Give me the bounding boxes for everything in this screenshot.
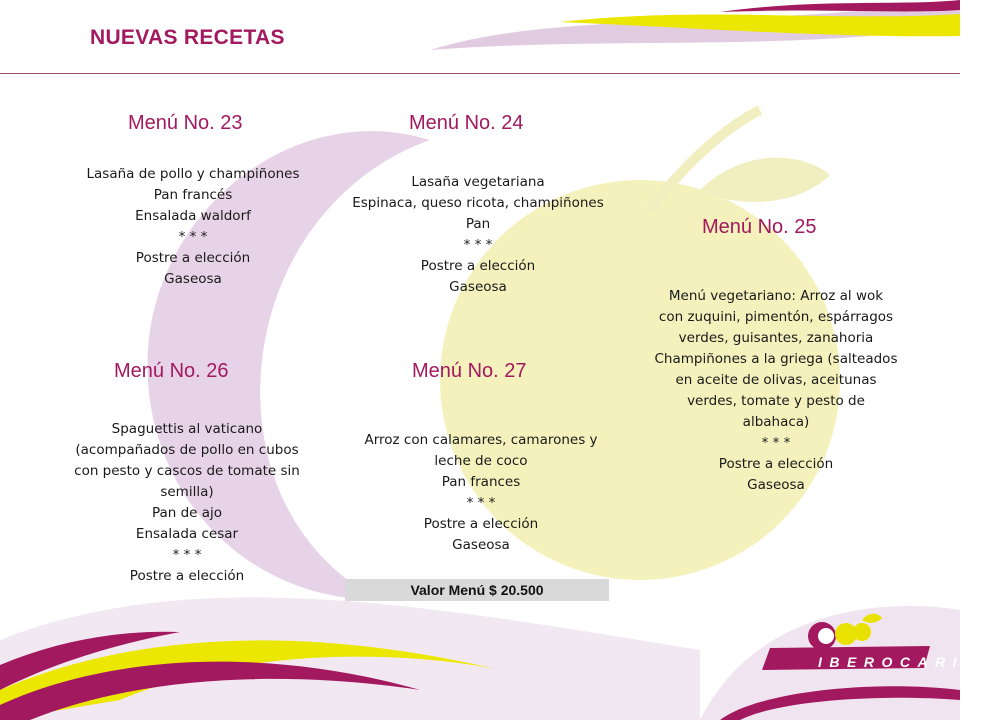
menu-item: Spaguettis al vaticano (111, 421, 263, 437)
menu-item: leche de coco (434, 453, 528, 469)
menu-item: (acompañados de pollo en cubos (75, 442, 299, 458)
menu-23-title: Menú No. 23 (128, 112, 243, 134)
menu-27-title: Menú No. 27 (412, 360, 527, 382)
menu-26-body (56, 419, 318, 587)
menu-item: verdes, guisantes, zanahoria (678, 330, 874, 346)
menu-item: Ensalada waldorf (135, 208, 251, 224)
menu-item: albahaca) (742, 414, 810, 430)
menu-item: Espinaca, queso ricota, champiñones (352, 195, 604, 211)
menu-separator: * * * (178, 229, 208, 245)
brand-logo-text: IBEROCARIBE (818, 654, 999, 670)
top-swoosh-magenta (720, 0, 960, 12)
menu-item: Postre a elección (718, 456, 834, 472)
menu-item: con pesto y cascos de tomate sin (74, 463, 300, 479)
menu-separator: * * * (172, 547, 202, 563)
menu-item: semilla) (160, 484, 214, 500)
menu-item: con zuquini, pimentón, espárragos (658, 309, 894, 325)
logo-purple-fruit-hole (818, 628, 834, 644)
menu-separator: * * * (466, 495, 496, 511)
menu-item: Postre a elección (135, 250, 251, 266)
menu-item: Postre a elección (420, 258, 536, 274)
menu-item: Pan francés (153, 187, 233, 203)
menu-item: Gaseosa (449, 279, 507, 295)
menu-26-title: Menú No. 26 (114, 360, 229, 382)
menu-item: Gaseosa (164, 271, 222, 287)
menu-separator: * * * (761, 435, 791, 451)
logo-yellow-fruit-2 (853, 623, 871, 641)
menu-separator: * * * (463, 237, 493, 253)
menu-price-bar: Valor Menú $ 20.500 (345, 579, 609, 601)
menu-item: Menú vegetariano: Arroz al wok (668, 288, 884, 304)
menu-25-title: Menú No. 25 (702, 216, 817, 238)
menu-item: Ensalada cesar (135, 526, 239, 542)
menu-24-title: Menú No. 24 (409, 112, 524, 134)
fruit-leaf (700, 158, 830, 202)
menu-25-body (640, 286, 912, 496)
menu-item: Pan de ajo (151, 505, 223, 521)
menu-24-body (340, 172, 616, 298)
title-divider (0, 73, 960, 74)
menu-item: Lasaña vegetariana (411, 174, 545, 190)
menu-item: Postre a elección (129, 568, 245, 584)
menu-item: Lasaña de pollo y champiñones (86, 166, 300, 182)
menu-item: Pan frances (441, 474, 521, 490)
menu-item: en aceite de olivas, aceitunas (675, 372, 877, 388)
menu-item: Arroz con calamares, camarones y (364, 432, 598, 448)
menu-item: Gaseosa (452, 537, 510, 553)
menu-item: verdes, tomate y pesto de (687, 393, 865, 409)
menu-23-body (62, 164, 324, 290)
menu-item: Champiñones a la griega (salteados (654, 351, 898, 367)
page-title: NUEVAS RECETAS (90, 26, 285, 49)
menu-item: Postre a elección (423, 516, 539, 532)
menu-27-body (350, 430, 612, 556)
menu-item: Pan (465, 216, 491, 232)
menu-item: Gaseosa (747, 477, 805, 493)
